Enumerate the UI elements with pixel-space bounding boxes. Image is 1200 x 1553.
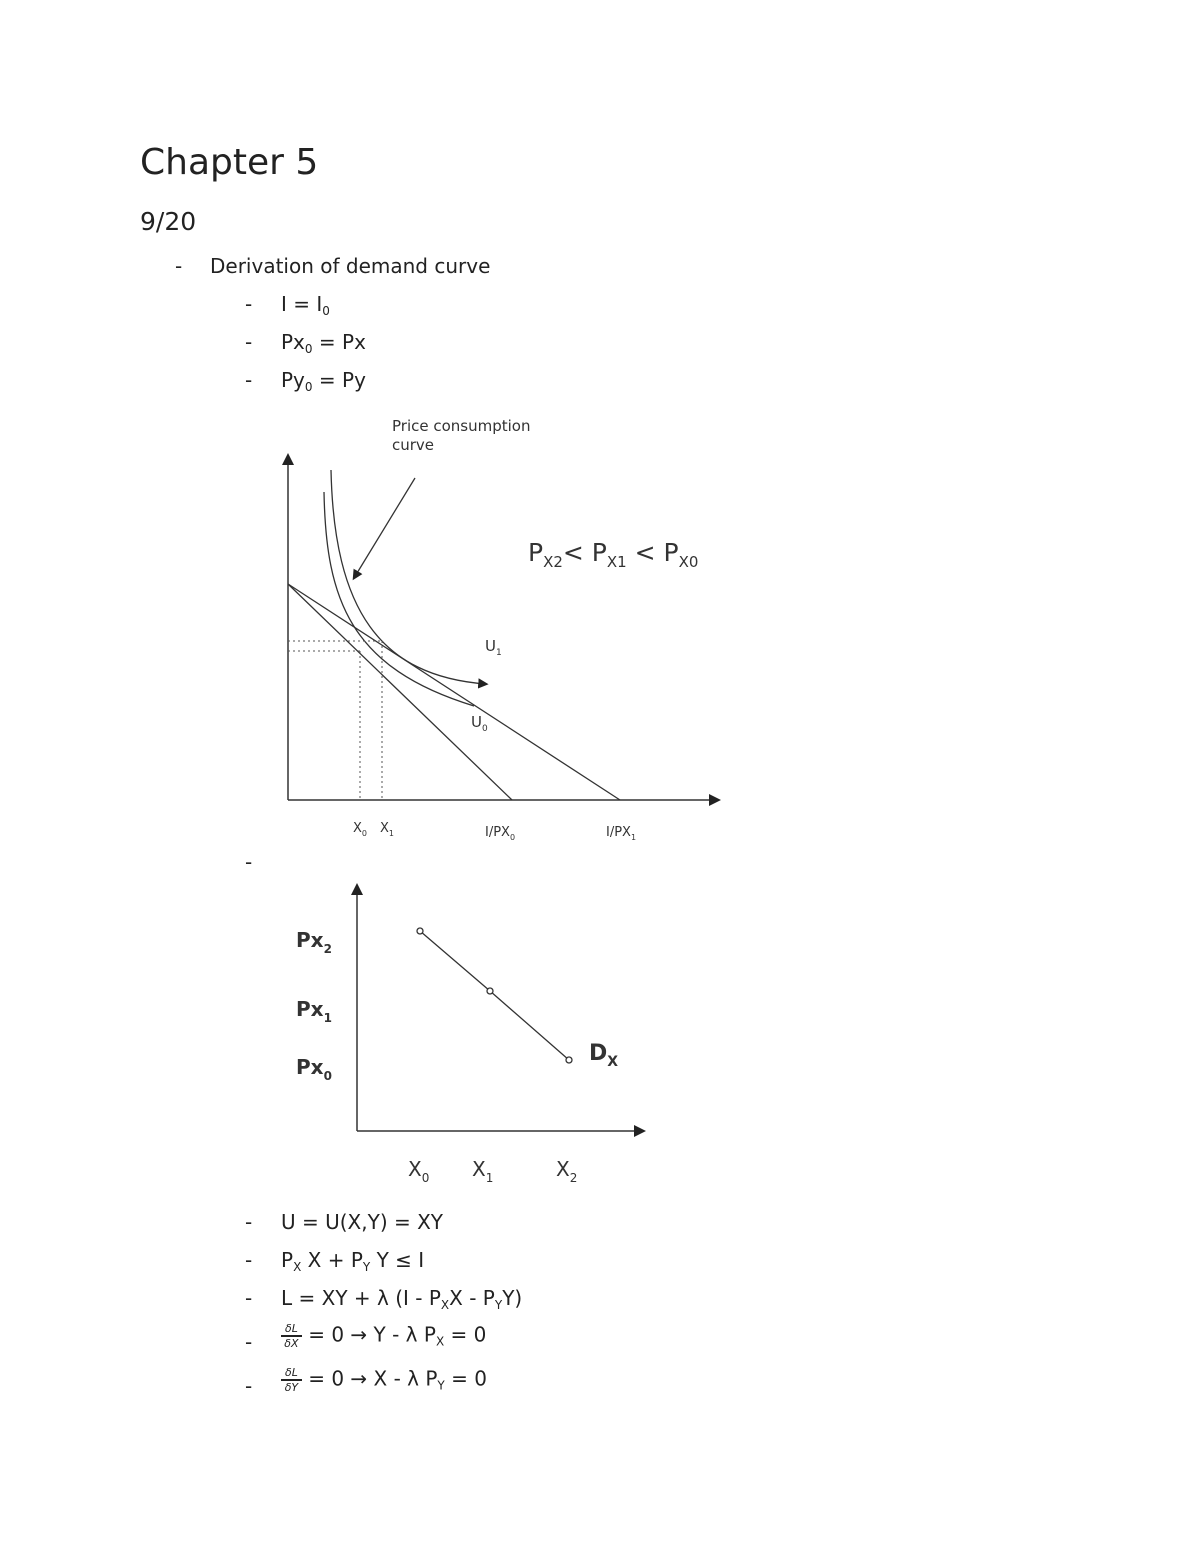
bullet-dash: -: [245, 1330, 253, 1354]
bullet-dash: -: [245, 368, 253, 392]
bullet-dash: -: [245, 1286, 253, 1310]
equation-lagrangian: L = XY + λ $(I - P_XX - P_YY)$: [281, 1286, 523, 1312]
data-point: [417, 928, 423, 934]
tick-label-ipx1: $I/PX_1$: [606, 825, 637, 842]
y-tick-label: $Px_2$: [296, 928, 332, 956]
fraction: $\frac{\delta L}{\delta X}$: [281, 1322, 302, 1350]
chapter-title: Chapter 5: [140, 142, 319, 183]
data-point: [566, 1057, 572, 1063]
x-tick-label: $X_1$: [472, 1157, 494, 1185]
equation-foc-y: $\frac{\delta L}{\delta Y}$ = 0 → X - λ $P_Y = 0$: [281, 1366, 487, 1394]
tick-label-x0: $X_0$: [353, 821, 367, 838]
bullet-dash: -: [245, 850, 253, 874]
section-heading: Derivation of demand curve: [210, 254, 491, 278]
y-tick-label: $Px_0$: [296, 1055, 332, 1083]
bullet-dash: -: [245, 330, 253, 354]
bullet-dash: -: [245, 1210, 253, 1234]
fraction: $\frac{\delta L}{\delta Y}$: [281, 1366, 302, 1394]
series-label: $D_X$: [589, 1041, 619, 1070]
note-date: 9/20: [140, 207, 197, 236]
equation-utility: U = U(X,Y) = XY: [281, 1210, 444, 1234]
bullet-dash: -: [245, 292, 253, 316]
curve-label-u1: $U_1$: [485, 637, 502, 658]
y-tick-label: $Px_1$: [296, 997, 332, 1025]
annotation-label: curve: [392, 436, 435, 454]
bullet-dash: -: [245, 1374, 253, 1398]
assumption-py: $Py_0 = Py$: [281, 368, 366, 394]
price-order-label: $P_{X2}< P_{X1} < P_{X0}$: [528, 538, 699, 571]
bullet-dash: -: [245, 1248, 253, 1272]
tick-label-ipx0: $I/PX_0$: [485, 825, 516, 842]
x-tick-label: $X_2$: [556, 1157, 578, 1185]
assumption-income: $I = I_0$: [281, 292, 330, 318]
tick-label-x1: $X_1$: [380, 821, 394, 838]
demand-line: [420, 931, 569, 1060]
x-tick-label: $X_0$: [408, 1157, 430, 1185]
annotation-label: Price consumption: [392, 417, 531, 435]
data-point: [487, 988, 493, 994]
curve-label-u0: $U_0$: [471, 713, 488, 734]
equation-foc-x: $\frac{\delta L}{\delta X}$ = 0 → Y - λ $P_X = 0$: [281, 1322, 486, 1350]
assumption-px: $Px_0 = Px$: [281, 330, 366, 356]
bullet-dash: -: [175, 254, 183, 278]
equation-budget: $P_X$ $X + P_Y$ Y ≤ I: [281, 1248, 425, 1274]
